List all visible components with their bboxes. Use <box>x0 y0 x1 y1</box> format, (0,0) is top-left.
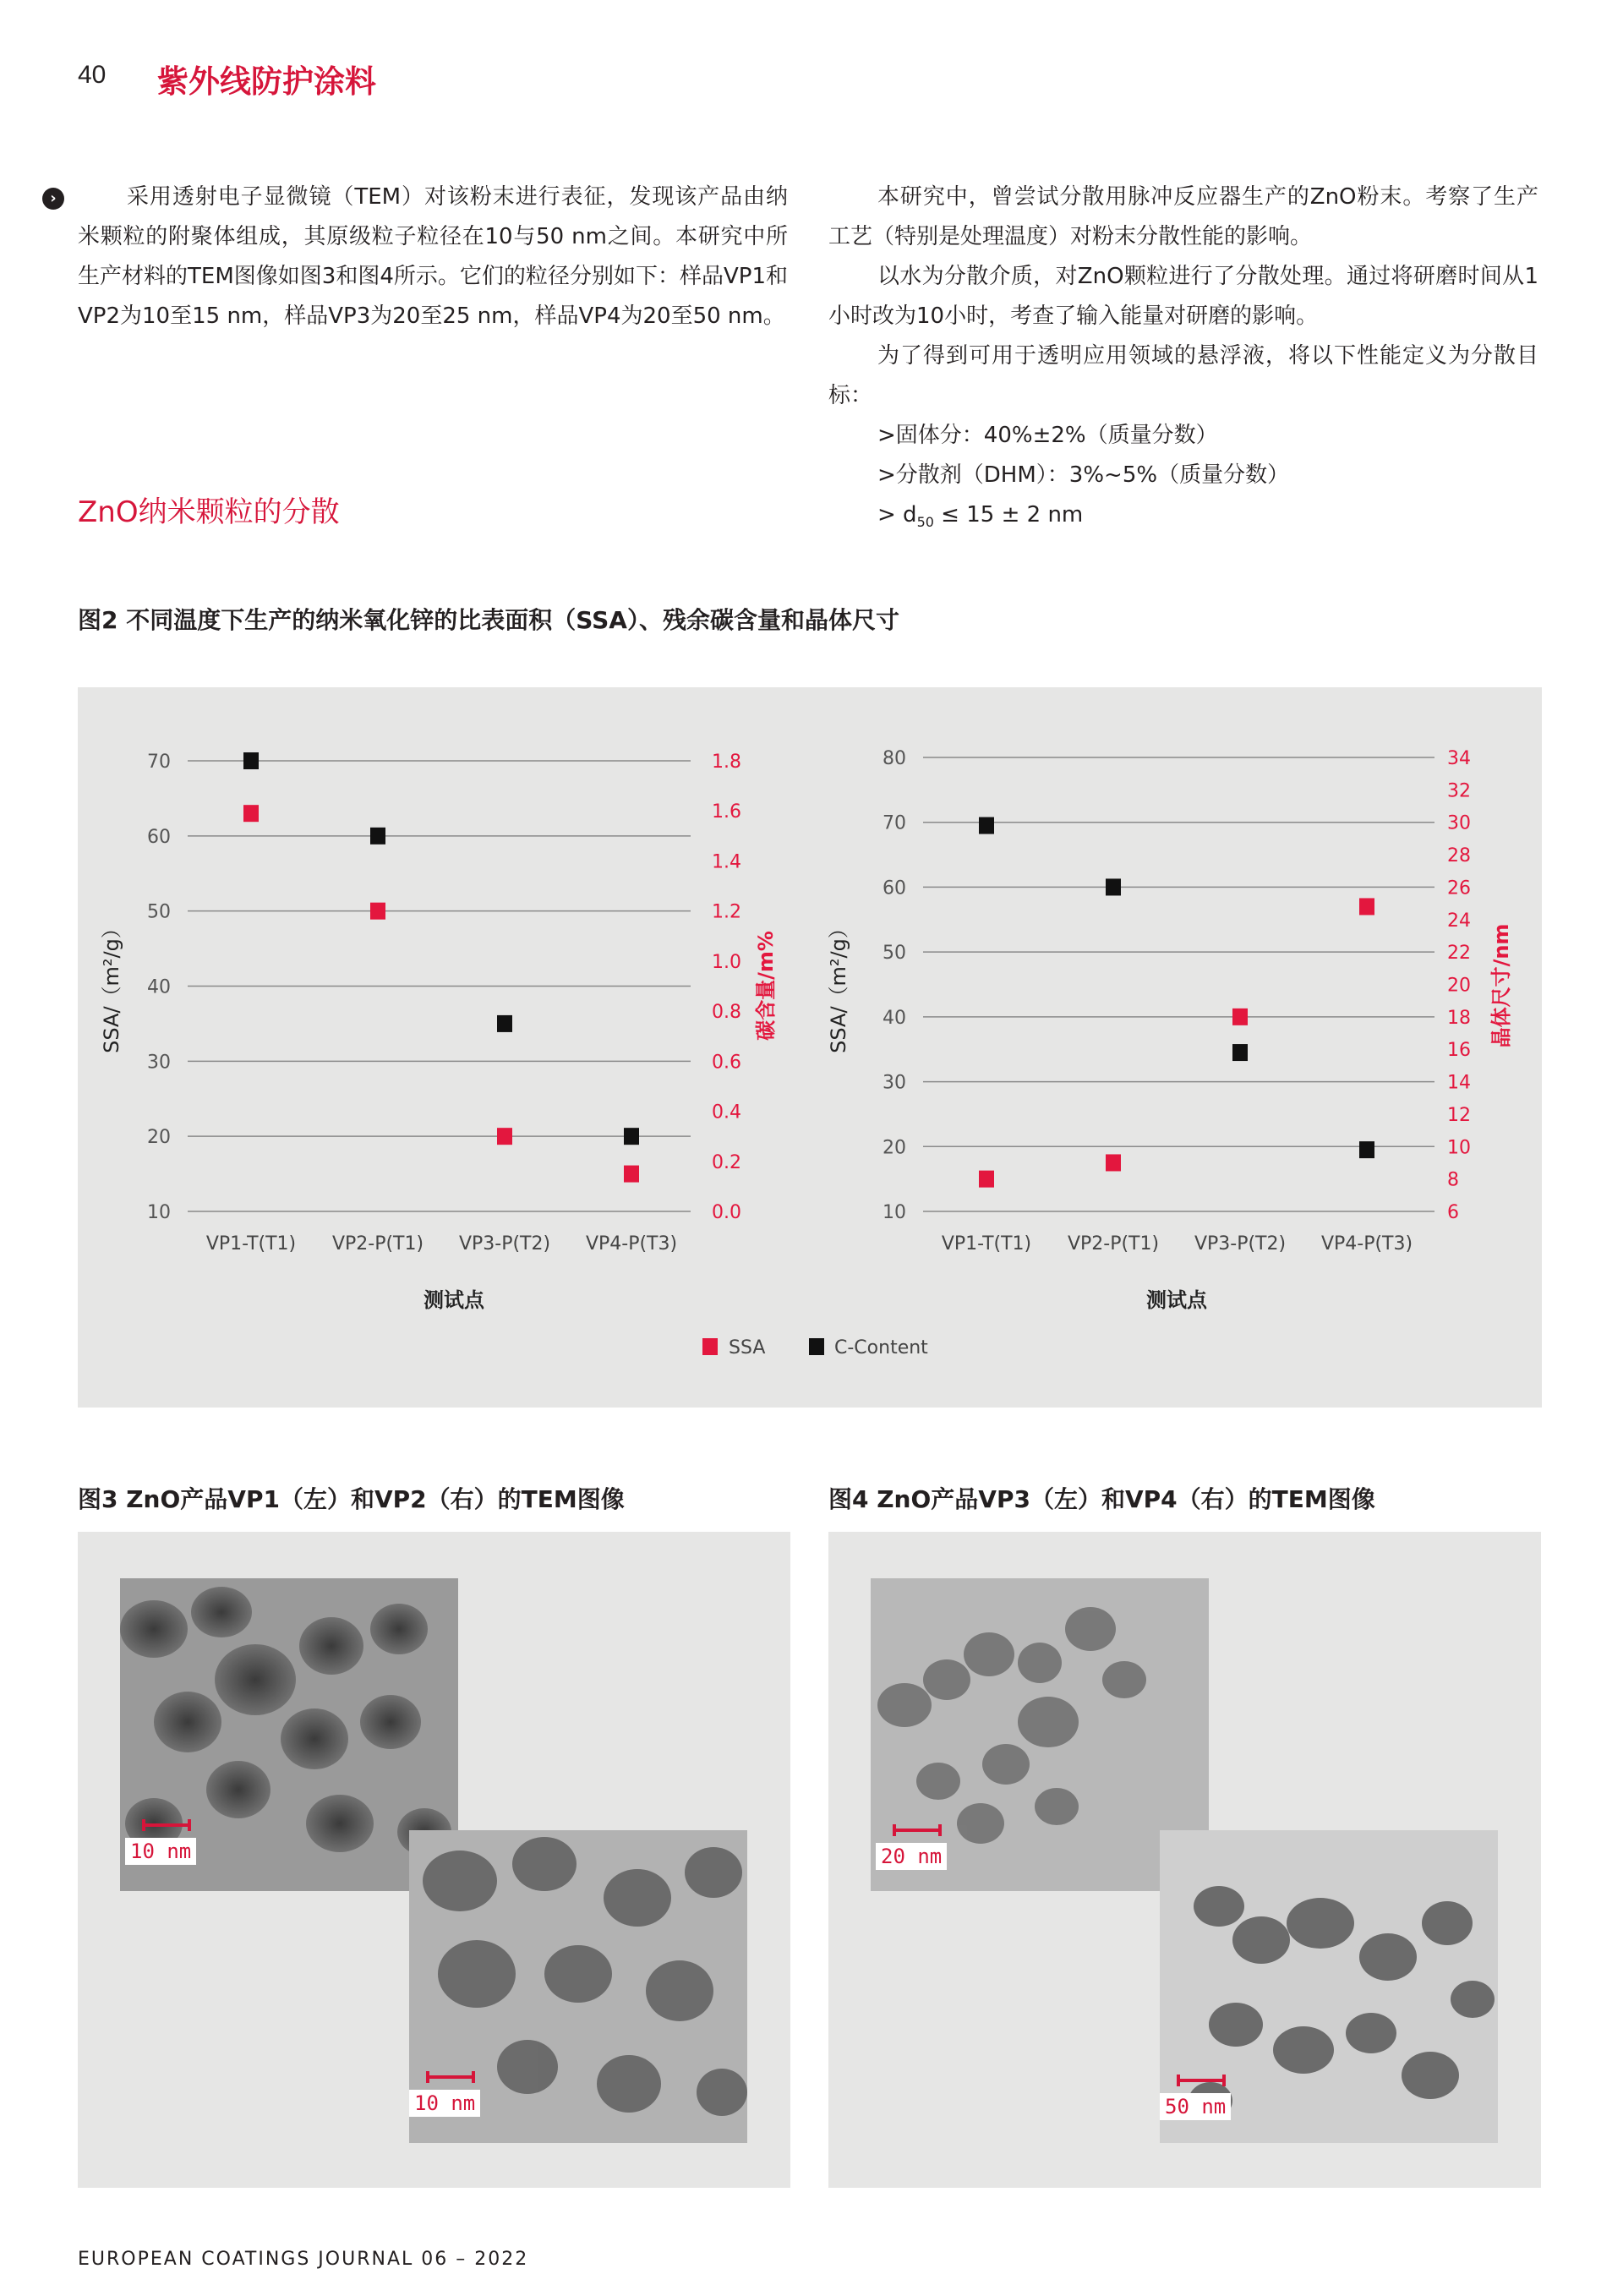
ssa-point <box>497 1128 512 1145</box>
y-tick-label: 30 <box>883 1072 906 1094</box>
scale-bar <box>426 2071 475 2083</box>
y2-tick-label: 0.4 <box>712 1102 741 1123</box>
legend-c-content-swatch <box>809 1338 824 1355</box>
y-tick-label: 50 <box>883 943 906 965</box>
y2-tick-label: 0.2 <box>712 1151 741 1173</box>
c-content-point <box>243 752 259 769</box>
y-axis-label: SSA/（m²/g） <box>827 918 850 1053</box>
y2-tick-label: 1.2 <box>712 901 741 923</box>
y2-tick-label: 1.8 <box>712 752 741 773</box>
y2-tick-label: 20 <box>1447 975 1471 997</box>
y2-tick-label: 12 <box>1447 1104 1471 1126</box>
x-tick-label: VP1-T(T1) <box>205 1233 297 1255</box>
c-content-point <box>497 1015 512 1032</box>
y2-tick-label: 8 <box>1447 1169 1459 1191</box>
x-tick-label: VP4-P(T3) <box>585 1233 678 1255</box>
ssa-point <box>1106 1154 1121 1171</box>
c-content-point <box>1359 1141 1374 1158</box>
ssa-point <box>370 903 385 920</box>
y2-tick-label: 0.8 <box>712 1002 741 1024</box>
y-tick-label: 70 <box>883 812 906 834</box>
c-content-point <box>979 817 994 834</box>
legend-ssa-swatch <box>702 1338 718 1355</box>
c-content-point <box>1232 1044 1248 1061</box>
chevron-right-icon: › <box>42 188 64 210</box>
page-number: 40 <box>78 61 107 89</box>
x-axis-label: 测试点 <box>424 1288 484 1312</box>
x-tick-label: VP1-T(T1) <box>941 1233 1032 1255</box>
dispersion-target-3: > $d_{50} \le 15 \pm 2$ nm <box>877 502 1084 531</box>
footer: EUROPEAN COATINGS JOURNAL 06 – 2022 <box>78 2249 529 2270</box>
figure2-charts <box>78 687 1542 1408</box>
scale-label-vp2: 10 nm <box>409 2090 480 2117</box>
y-tick-label: 80 <box>883 748 906 769</box>
y2-tick-label: 1.0 <box>712 951 741 973</box>
scale-bar <box>893 1824 942 1836</box>
y2-tick-label: 0.0 <box>712 1202 741 1223</box>
y2-tick-label: 0.6 <box>712 1052 741 1074</box>
y-tick-label: 70 <box>147 752 171 773</box>
x-tick-label: VP3-P(T2) <box>1194 1233 1287 1255</box>
y-tick-label: 60 <box>883 877 906 899</box>
y-tick-label: 20 <box>147 1127 171 1149</box>
scale-bar <box>1177 2075 1226 2086</box>
figure3-panel <box>78 1532 790 2188</box>
scale-label-vp1: 10 nm <box>125 1838 196 1865</box>
right-paragraph-1: 本研究中，曾尝试分散用脉冲反应器生产的ZnO粉末。考察了生产工艺（特别是处理温度）对粉末分散性能的影响。 <box>828 184 1538 249</box>
y2-axis-label: 碳含量/m% <box>754 931 778 1041</box>
x-tick-label: VP2-P(T1) <box>331 1233 424 1255</box>
y2-tick-label: 34 <box>1447 748 1471 769</box>
y-tick-label: 50 <box>147 901 171 923</box>
y-tick-label: 10 <box>883 1202 906 1223</box>
y2-tick-label: 10 <box>1447 1137 1471 1159</box>
y2-tick-label: 16 <box>1447 1040 1471 1062</box>
scale-bar <box>142 1819 191 1831</box>
figure2-panel <box>78 687 1542 1408</box>
y2-tick-label: 1.6 <box>712 801 741 823</box>
figure4-panel <box>828 1532 1541 2188</box>
ssa-point <box>1232 1009 1248 1025</box>
legend-c-content-label: C-Content <box>834 1337 928 1358</box>
y-tick-label: 30 <box>147 1052 171 1074</box>
y2-tick-label: 14 <box>1447 1072 1471 1094</box>
figure4-caption: 图4 ZnO产品VP3（左）和VP4（右）的TEM图像 <box>828 1485 1375 1513</box>
y-axis-label: SSA/（m²/g） <box>100 918 123 1053</box>
right-column <box>828 178 1538 542</box>
x-tick-label: VP2-P(T1) <box>1067 1233 1160 1255</box>
right-paragraph-2: 以水为分散介质，对ZnO颗粒进行了分散处理。通过将研磨时间从1小时改为10小时，考查了输入能量对研磨的影响。 <box>828 264 1538 329</box>
c-content-point <box>370 828 385 845</box>
ssa-point <box>243 805 259 822</box>
y2-tick-label: 22 <box>1447 943 1471 965</box>
c-content-point <box>1106 878 1121 895</box>
y2-tick-label: 6 <box>1447 1202 1459 1223</box>
y-tick-label: 10 <box>147 1202 171 1223</box>
right-paragraph-3: 为了得到可用于透明应用领域的悬浮液，将以下性能定义为分散目标： <box>828 343 1538 408</box>
y2-tick-label: 18 <box>1447 1007 1471 1029</box>
scale-label-vp3: 20 nm <box>876 1843 947 1870</box>
dispersion-target-2: >分散剂（DHM）：3%~5%（质量分数） <box>877 462 1290 488</box>
y2-tick-label: 30 <box>1447 812 1471 834</box>
ssa-point <box>979 1171 994 1188</box>
x-axis-label: 测试点 <box>1146 1288 1207 1312</box>
y2-tick-label: 24 <box>1447 910 1471 932</box>
y-tick-label: 20 <box>883 1137 906 1159</box>
ssa-point <box>1359 898 1374 915</box>
x-tick-label: VP3-P(T2) <box>458 1233 551 1255</box>
section-title: 紫外线防护涂料 <box>157 63 376 100</box>
left-paragraph: 采用透射电子显微镜（TEM）对该粉末进行表征，发现该产品由纳米颗粒的附聚体组成，其原级粒子粒径在10与50 nm之间。本研究中所生产材料的TEM图像如图3和图4所示。它们的粒径分别如下：样品VP1和VP2为10至15 nm，样品VP3为20至25 nm，样品VP4为20至50 nm。 <box>78 184 788 329</box>
dispersion-target-1: >固体分：40%±2%（质量分数） <box>877 423 1218 448</box>
x-tick-label: VP4-P(T3) <box>1320 1233 1413 1255</box>
figure2-caption: 图2 不同温度下生产的纳米氧化锌的比表面积（SSA）、残余碳含量和晶体尺寸 <box>78 606 899 634</box>
subheading: ZnO纳米颗粒的分散 <box>78 495 340 529</box>
y-tick-label: 40 <box>883 1007 906 1029</box>
y2-tick-label: 1.4 <box>712 851 741 873</box>
legend-ssa-label: SSA <box>729 1337 766 1358</box>
y-tick-label: 40 <box>147 976 171 998</box>
c-content-point <box>624 1128 639 1145</box>
y2-axis-label: 晶体尺寸/nm <box>1489 923 1513 1048</box>
ssa-point <box>624 1166 639 1183</box>
y2-tick-label: 28 <box>1447 845 1471 867</box>
y2-tick-label: 32 <box>1447 780 1471 802</box>
figure3-caption: 图3 ZnO产品VP1（左）和VP2（右）的TEM图像 <box>78 1485 625 1513</box>
y2-tick-label: 26 <box>1447 877 1471 899</box>
scale-label-vp4: 50 nm <box>1160 2093 1231 2120</box>
left-column <box>78 178 788 336</box>
y-tick-label: 60 <box>147 826 171 848</box>
